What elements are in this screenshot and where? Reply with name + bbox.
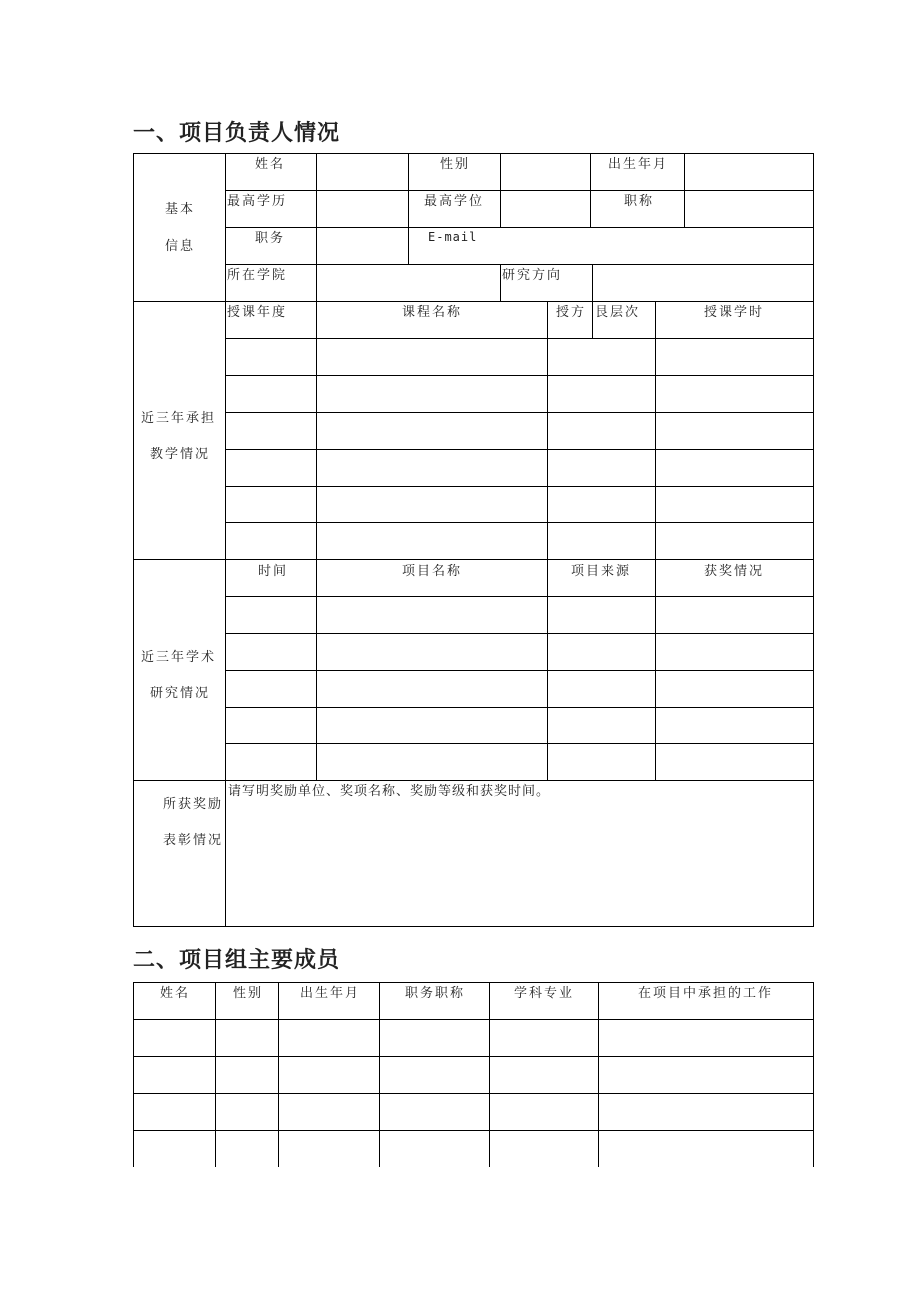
position-label: 职务 — [255, 231, 286, 246]
gender-field[interactable] — [501, 154, 590, 190]
teaching-col-hours: 授课学时 — [704, 305, 765, 320]
name-field[interactable] — [317, 154, 407, 190]
research-label-line1: 近三年学术 — [141, 650, 217, 665]
education-label: 最高学历 — [227, 194, 288, 209]
section2-heading: 二、项目组主要成员 — [133, 948, 341, 973]
email-label: E-mail — [428, 230, 478, 244]
basic-info-label-line2: 信息 — [165, 239, 196, 254]
birth-field[interactable] — [685, 154, 813, 190]
members-col-role: 在项目中承担的工作 — [638, 986, 774, 1001]
section1-heading: 一、项目负责人情况 — [133, 121, 341, 146]
name-label: 姓名 — [255, 157, 286, 172]
title-field[interactable] — [685, 191, 813, 227]
members-col-gender: 性别 — [233, 986, 264, 1001]
birth-label: 出生年月 — [608, 157, 669, 172]
teaching-col-object-a: 授方 — [556, 305, 587, 320]
teaching-label-line1: 近三年承担 — [141, 411, 217, 426]
members-col-major: 学科专业 — [514, 986, 575, 1001]
members-col-birth: 出生年月 — [300, 986, 361, 1001]
degree-field[interactable] — [501, 191, 590, 227]
research-direction-field[interactable] — [593, 265, 813, 301]
research-direction-label: 研究方向 — [502, 268, 563, 283]
title-label: 职称 — [624, 194, 655, 209]
position-field[interactable] — [317, 228, 407, 264]
research-col-time: 时间 — [258, 564, 289, 579]
teaching-col-year: 授课年度 — [227, 305, 288, 320]
members-col-position: 职务职称 — [405, 986, 466, 1001]
degree-label: 最高学位 — [424, 194, 485, 209]
honors-label-line2: 表彰情况 — [163, 833, 224, 848]
basic-info-label-line1: 基本 — [165, 202, 196, 217]
research-col-award: 获奖情况 — [704, 564, 765, 579]
gender-label: 性别 — [440, 157, 471, 172]
teaching-col-course: 课程名称 — [402, 305, 463, 320]
research-label-line2: 研究情况 — [150, 686, 211, 701]
college-field[interactable] — [317, 265, 500, 301]
members-col-name: 姓名 — [160, 986, 191, 1001]
college-label: 所在学院 — [227, 268, 288, 283]
education-field[interactable] — [317, 191, 407, 227]
email-field[interactable] — [501, 228, 813, 264]
research-col-project: 项目名称 — [402, 564, 463, 579]
honors-hint: 请写明奖励单位、奖项名称、奖励等级和获奖时间。 — [228, 784, 551, 799]
teaching-col-object-b: 艮层次 — [595, 305, 641, 320]
honors-label-line1: 所获奖励 — [163, 797, 224, 812]
honors-textarea[interactable] — [226, 802, 813, 926]
research-col-source: 项目来源 — [571, 564, 632, 579]
teaching-label-line2: 教学情况 — [150, 447, 211, 462]
